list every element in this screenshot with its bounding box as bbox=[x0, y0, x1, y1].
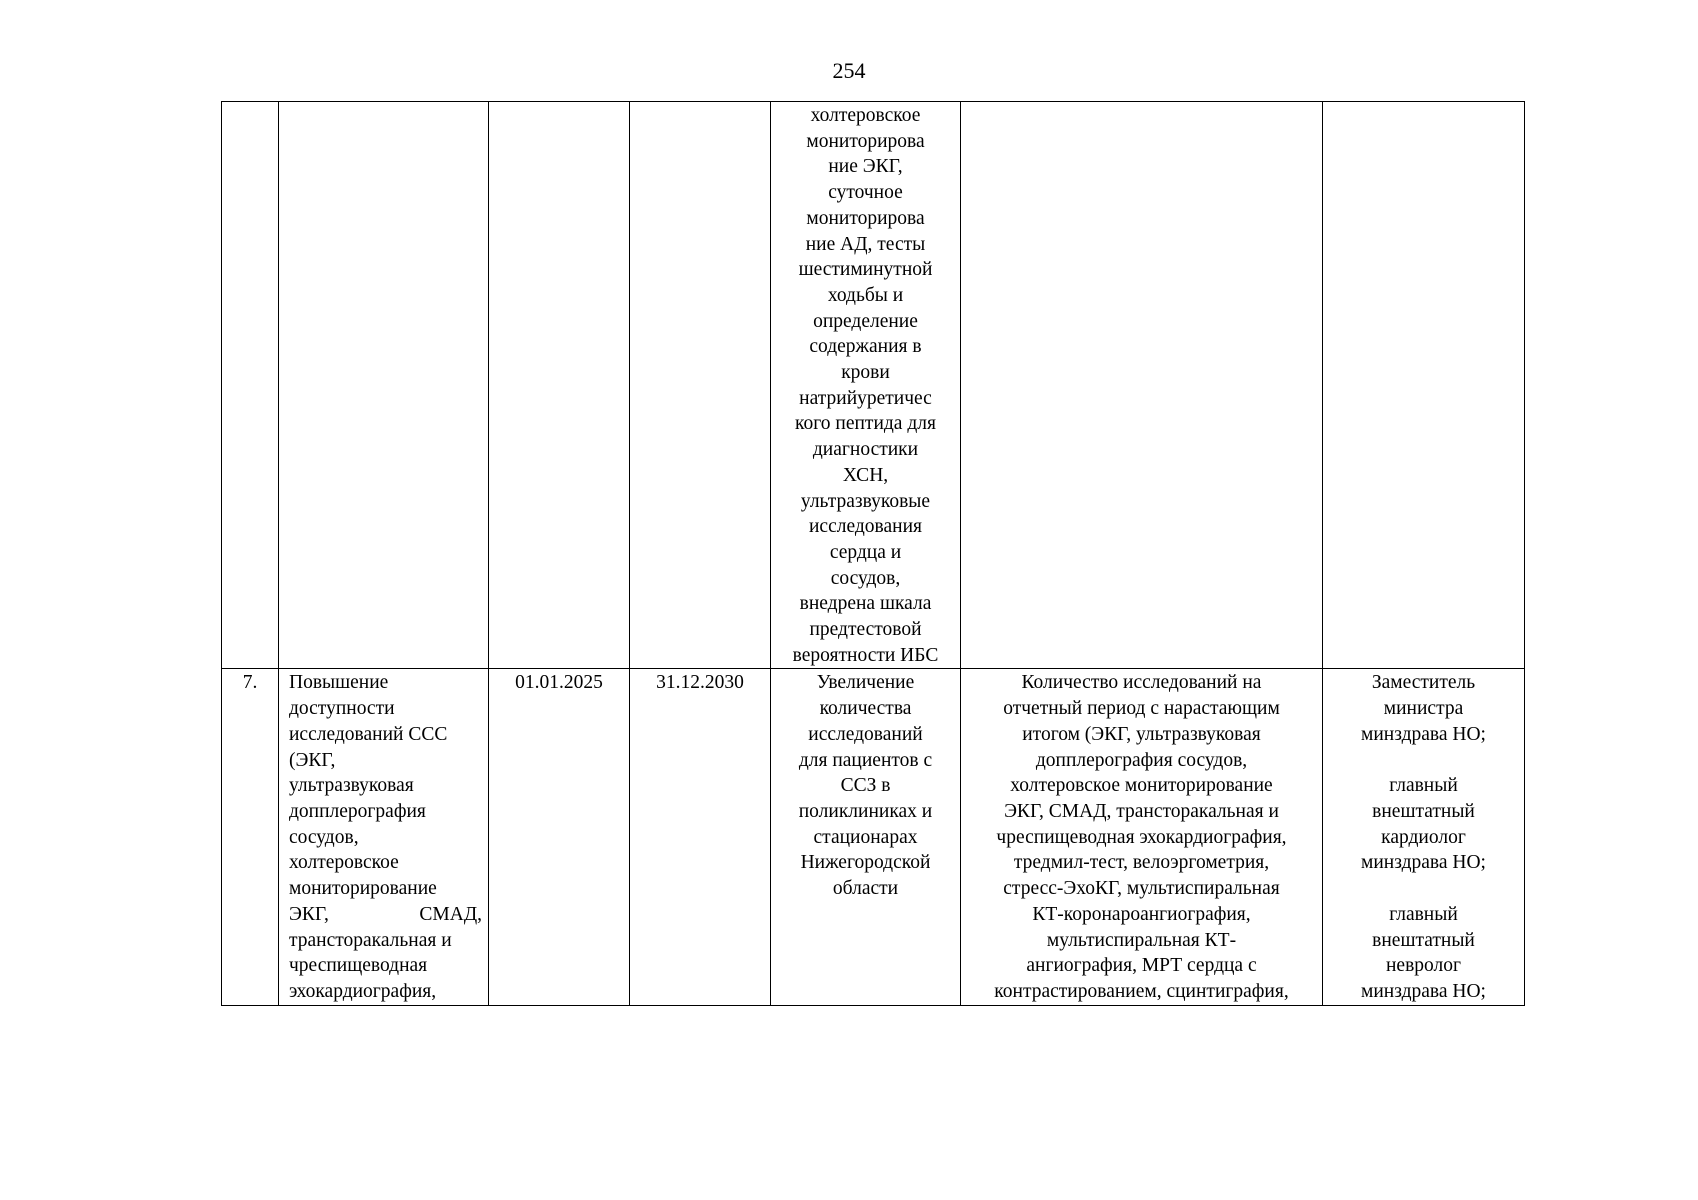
row-number: 7. bbox=[242, 672, 258, 694]
text-line: контрастированием, сцинтиграфия, bbox=[994, 980, 1289, 1002]
text-line: стресс-ЭхоКГ, мультиспиральная bbox=[1003, 878, 1280, 900]
text-line: внедрена шкала bbox=[799, 593, 932, 615]
cell-indicator bbox=[961, 669, 1323, 1005]
measure-split-left: ЭКГ, bbox=[289, 903, 329, 925]
text-line: стационарах bbox=[813, 826, 918, 848]
text-line: ССЗ в bbox=[840, 775, 891, 797]
text-line: итогом (ЭКГ, ультразвуковая bbox=[1022, 723, 1261, 745]
text-line: Нижегородской bbox=[800, 852, 931, 874]
text-line: невролог bbox=[1385, 955, 1462, 977]
text-line: натрийуретичес bbox=[799, 387, 932, 409]
text-line: ХСН, bbox=[842, 464, 889, 486]
text-line: исследований ССС bbox=[289, 723, 448, 745]
text-line: кардиолог bbox=[1381, 826, 1466, 848]
text-line: содержания в bbox=[809, 336, 922, 358]
cell-responsible bbox=[1323, 102, 1525, 669]
text-line: отчетный период с нарастающим bbox=[1003, 698, 1280, 720]
measure-justified-line bbox=[289, 902, 482, 928]
text-line: исследования bbox=[809, 516, 922, 538]
text-line: крови bbox=[841, 362, 890, 384]
measure-text-tail bbox=[289, 928, 482, 1005]
text-line: области bbox=[832, 878, 899, 900]
cell-end-date bbox=[630, 669, 771, 1005]
text-line: Повышение bbox=[289, 672, 389, 694]
cell-measure bbox=[279, 102, 489, 669]
page-number: 254 bbox=[832, 58, 866, 83]
result-text bbox=[777, 103, 954, 668]
text-line: главный bbox=[1389, 903, 1458, 925]
text-line: холтеровское мониторирование bbox=[1010, 775, 1273, 797]
text-line: ние ЭКГ, bbox=[828, 156, 903, 178]
measure-text bbox=[289, 670, 482, 901]
end-date: 31.12.2030 bbox=[656, 672, 744, 694]
responsible-text bbox=[1329, 670, 1518, 1004]
text-line: допплерография сосудов, bbox=[1035, 749, 1248, 771]
indicator-text bbox=[967, 670, 1316, 1004]
cell-start-date bbox=[489, 669, 630, 1005]
cell-result bbox=[771, 669, 961, 1005]
text-line: ультразвуковая bbox=[289, 775, 414, 797]
text-line: вероятности ИБС bbox=[792, 644, 939, 666]
text-line: ние АД, тесты bbox=[805, 233, 926, 255]
text-line: сосудов, bbox=[289, 826, 359, 848]
result-text bbox=[777, 670, 954, 901]
text-line: чреспищеводная эхокардиография, bbox=[996, 826, 1287, 848]
text-line: тредмил-тест, велоэргометрия, bbox=[1013, 852, 1270, 874]
text-line: мониторирова bbox=[806, 207, 925, 229]
text-line: (ЭКГ, bbox=[289, 749, 336, 771]
cell-responsible bbox=[1323, 669, 1525, 1005]
text-line: диагностики bbox=[812, 439, 919, 461]
measure-split-right: СМАД, bbox=[419, 903, 482, 925]
text-line: ходьбы и bbox=[827, 284, 904, 306]
text-line: шестиминутной bbox=[798, 259, 933, 281]
text-line: минздрава НО; bbox=[1361, 723, 1486, 745]
text-line: допплерография bbox=[289, 800, 426, 822]
text-line: Количество исследований на bbox=[1021, 672, 1262, 694]
text-line: минздрава НО; bbox=[1361, 980, 1486, 1002]
text-line: количества bbox=[819, 698, 912, 720]
text-line: ангиография, МРТ сердца с bbox=[1026, 955, 1257, 977]
text-line: внештатный bbox=[1372, 800, 1475, 822]
text-line bbox=[1329, 876, 1518, 902]
text-line: Увеличение bbox=[816, 672, 915, 694]
text-line: мониторирова bbox=[806, 130, 925, 152]
text-line: КТ-коронароангиография, bbox=[1032, 903, 1251, 925]
text-line: предтестовой bbox=[809, 619, 922, 641]
text-line: мониторирование bbox=[289, 878, 437, 900]
text-line: кого пептида для bbox=[795, 413, 936, 435]
text-line: исследований bbox=[808, 723, 923, 745]
text-line: мультиспиральная КТ- bbox=[1046, 929, 1237, 951]
measures-table bbox=[221, 101, 1525, 1006]
text-line: определение bbox=[813, 310, 918, 332]
cell-number bbox=[222, 669, 279, 1005]
text-line: для пациентов с bbox=[798, 749, 933, 771]
cell-result bbox=[771, 102, 961, 669]
text-line bbox=[1329, 748, 1518, 774]
cell-number bbox=[222, 102, 279, 669]
text-line: чреспищеводная bbox=[289, 955, 428, 977]
text-line: холтеровское bbox=[810, 105, 921, 126]
text-line: министра bbox=[1383, 698, 1464, 720]
table-row bbox=[222, 669, 1525, 1005]
text-line: доступности bbox=[289, 698, 395, 720]
text-line: сосудов, bbox=[830, 567, 901, 589]
text-line: поликлиниках и bbox=[798, 800, 933, 822]
cell-indicator bbox=[961, 102, 1323, 669]
text-line: суточное bbox=[828, 182, 903, 204]
text-line: минздрава НО; bbox=[1361, 852, 1486, 874]
text-line: холтеровское bbox=[289, 852, 399, 874]
cell-end-date bbox=[630, 102, 771, 669]
text-line: ЭКГ, СМАД, трансторакальная и bbox=[1004, 800, 1279, 822]
text-line: эхокардиография, bbox=[289, 980, 437, 1002]
start-date: 01.01.2025 bbox=[515, 672, 603, 694]
text-line: главный bbox=[1389, 775, 1458, 797]
text-line: трансторакальная и bbox=[289, 929, 452, 951]
table-row bbox=[222, 102, 1525, 669]
cell-start-date bbox=[489, 102, 630, 669]
text-line: ультразвуковые bbox=[800, 490, 931, 512]
text-line: Заместитель bbox=[1371, 672, 1476, 694]
cell-measure bbox=[279, 669, 489, 1005]
text-line: сердца и bbox=[829, 541, 902, 563]
text-line: внештатный bbox=[1372, 929, 1475, 951]
